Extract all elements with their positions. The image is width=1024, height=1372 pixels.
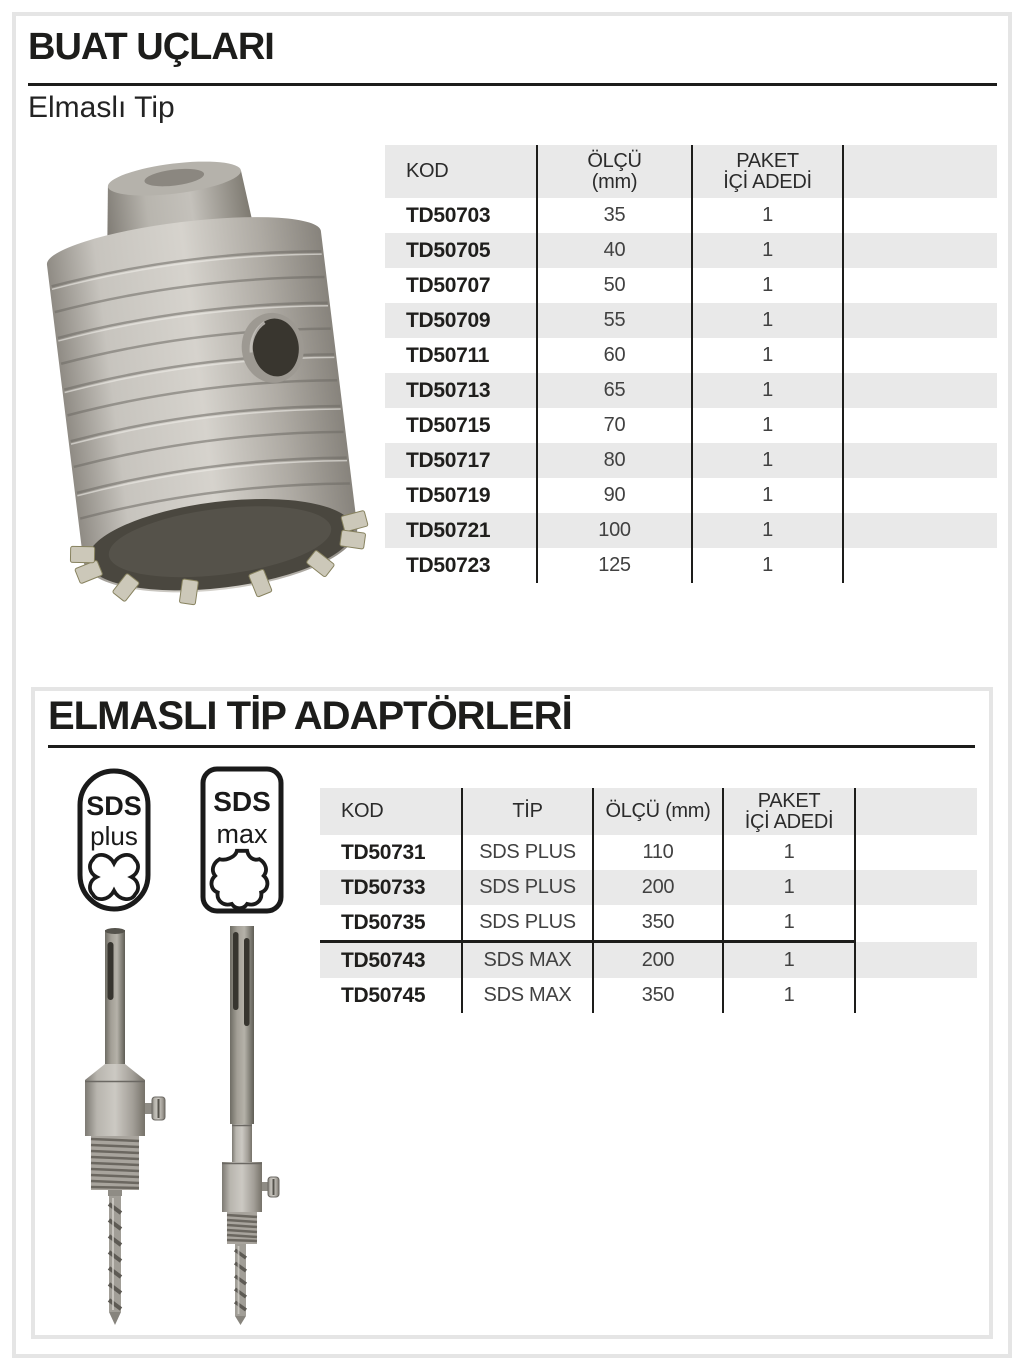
value-cell xyxy=(843,408,997,443)
value-cell: SDS MAX xyxy=(462,978,593,1013)
value-cell: 350 xyxy=(593,905,723,942)
sds-max-badge xyxy=(199,765,285,915)
product-code-cell: TD50717 xyxy=(385,443,537,478)
value-cell: 50 xyxy=(537,268,692,303)
product-code-cell: TD50745 xyxy=(320,978,462,1013)
table-row xyxy=(385,478,997,513)
value-cell xyxy=(843,233,997,268)
value-cell xyxy=(843,478,997,513)
table-row xyxy=(320,942,977,979)
value-cell: 1 xyxy=(723,835,855,870)
page-title: BUAT UÇLARI xyxy=(28,26,274,68)
value-cell: 1 xyxy=(692,303,843,338)
value-cell xyxy=(843,373,997,408)
table-row xyxy=(320,835,977,870)
table-row xyxy=(385,268,997,303)
column-header xyxy=(843,145,997,198)
product-code-cell: TD50731 xyxy=(320,835,462,870)
sds-max-label-bottom: max xyxy=(216,819,268,849)
value-cell: 70 xyxy=(537,408,692,443)
product-code-cell: TD50707 xyxy=(385,268,537,303)
value-cell xyxy=(843,268,997,303)
product-code-cell: TD50735 xyxy=(320,905,462,942)
sds-max-label-top: SDS xyxy=(213,786,271,817)
value-cell xyxy=(843,303,997,338)
value-cell: 35 xyxy=(537,198,692,233)
column-header: KOD xyxy=(320,788,462,835)
value-cell xyxy=(855,905,977,942)
table-row xyxy=(385,373,997,408)
table-row xyxy=(385,548,997,583)
value-cell xyxy=(843,513,997,548)
value-cell: 80 xyxy=(537,443,692,478)
product-code-cell: TD50709 xyxy=(385,303,537,338)
value-cell: 65 xyxy=(537,373,692,408)
adapters-section-frame xyxy=(31,687,993,1339)
table-row xyxy=(385,303,997,338)
value-cell xyxy=(843,548,997,583)
value-cell: 1 xyxy=(723,978,855,1013)
value-cell: 1 xyxy=(692,338,843,373)
value-cell: 60 xyxy=(537,338,692,373)
table-row xyxy=(385,198,997,233)
value-cell: 110 xyxy=(593,835,723,870)
value-cell: 55 xyxy=(537,303,692,338)
value-cell: 1 xyxy=(692,233,843,268)
table-row xyxy=(320,905,977,942)
adapters-table xyxy=(320,788,977,1013)
column-header: ÖLÇÜ (mm) xyxy=(537,145,692,198)
product-code-cell: TD50723 xyxy=(385,548,537,583)
value-cell: 1 xyxy=(692,478,843,513)
value-cell xyxy=(855,978,977,1013)
title-underline xyxy=(28,83,997,86)
value-cell: SDS PLUS xyxy=(462,905,593,942)
column-header: PAKET İÇİ ADEDİ xyxy=(723,788,855,835)
table-row xyxy=(385,338,997,373)
column-header xyxy=(855,788,977,835)
value-cell: 1 xyxy=(723,905,855,942)
product-code-cell: TD50719 xyxy=(385,478,537,513)
product-code-cell: TD50703 xyxy=(385,198,537,233)
value-cell: 100 xyxy=(537,513,692,548)
column-header: TİP xyxy=(462,788,593,835)
value-cell xyxy=(843,198,997,233)
header-row xyxy=(320,788,977,835)
value-cell: 200 xyxy=(593,870,723,905)
sds-plus-badge xyxy=(76,767,152,913)
adapters-title-underline xyxy=(48,745,975,748)
value-cell: 1 xyxy=(723,870,855,905)
value-cell xyxy=(855,835,977,870)
core-bit-photo xyxy=(25,147,375,612)
value-cell: 1 xyxy=(692,373,843,408)
product-code-cell: TD50743 xyxy=(320,942,462,979)
table-row xyxy=(385,408,997,443)
table-row xyxy=(385,443,997,478)
adapters-section-title: ELMASLI TİP ADAPTÖRLERİ xyxy=(48,694,572,738)
table-row xyxy=(385,233,997,268)
sds-max-cross-section-icon xyxy=(211,851,267,908)
sds-plus-cross-section-icon xyxy=(90,855,138,899)
product-code-cell: TD50705 xyxy=(385,233,537,268)
value-cell: 125 xyxy=(537,548,692,583)
value-cell: SDS PLUS xyxy=(462,835,593,870)
sds-plus-adapter-photo xyxy=(82,926,168,1326)
table-row xyxy=(320,870,977,905)
value-cell xyxy=(855,942,977,979)
column-header: ÖLÇÜ (mm) xyxy=(593,788,723,835)
value-cell: 1 xyxy=(692,198,843,233)
product-code-cell: TD50713 xyxy=(385,373,537,408)
value-cell: 1 xyxy=(692,548,843,583)
column-header: KOD xyxy=(385,145,537,198)
table-row xyxy=(385,513,997,548)
value-cell: 350 xyxy=(593,978,723,1013)
sds-plus-label-top: SDS xyxy=(86,791,142,821)
value-cell: 1 xyxy=(692,443,843,478)
value-cell: 90 xyxy=(537,478,692,513)
sds-plus-label-bottom: plus xyxy=(90,821,138,851)
header-row xyxy=(385,145,997,198)
value-cell: 200 xyxy=(593,942,723,979)
value-cell: 1 xyxy=(692,513,843,548)
column-header: PAKET İÇİ ADEDİ xyxy=(692,145,843,198)
section1-subtitle: Elmaslı Tip xyxy=(28,91,175,124)
value-cell: 1 xyxy=(692,408,843,443)
value-cell: SDS PLUS xyxy=(462,870,593,905)
value-cell xyxy=(843,338,997,373)
table-row xyxy=(320,978,977,1013)
product-code-cell: TD50721 xyxy=(385,513,537,548)
value-cell: 1 xyxy=(723,942,855,979)
buat-uclari-table xyxy=(385,145,997,583)
product-code-cell: TD50733 xyxy=(320,870,462,905)
product-code-cell: TD50711 xyxy=(385,338,537,373)
product-code-cell: TD50715 xyxy=(385,408,537,443)
value-cell: SDS MAX xyxy=(462,942,593,979)
value-cell xyxy=(855,870,977,905)
value-cell: 40 xyxy=(537,233,692,268)
sds-max-adapter-photo xyxy=(220,924,300,1326)
value-cell xyxy=(843,443,997,478)
value-cell: 1 xyxy=(692,268,843,303)
